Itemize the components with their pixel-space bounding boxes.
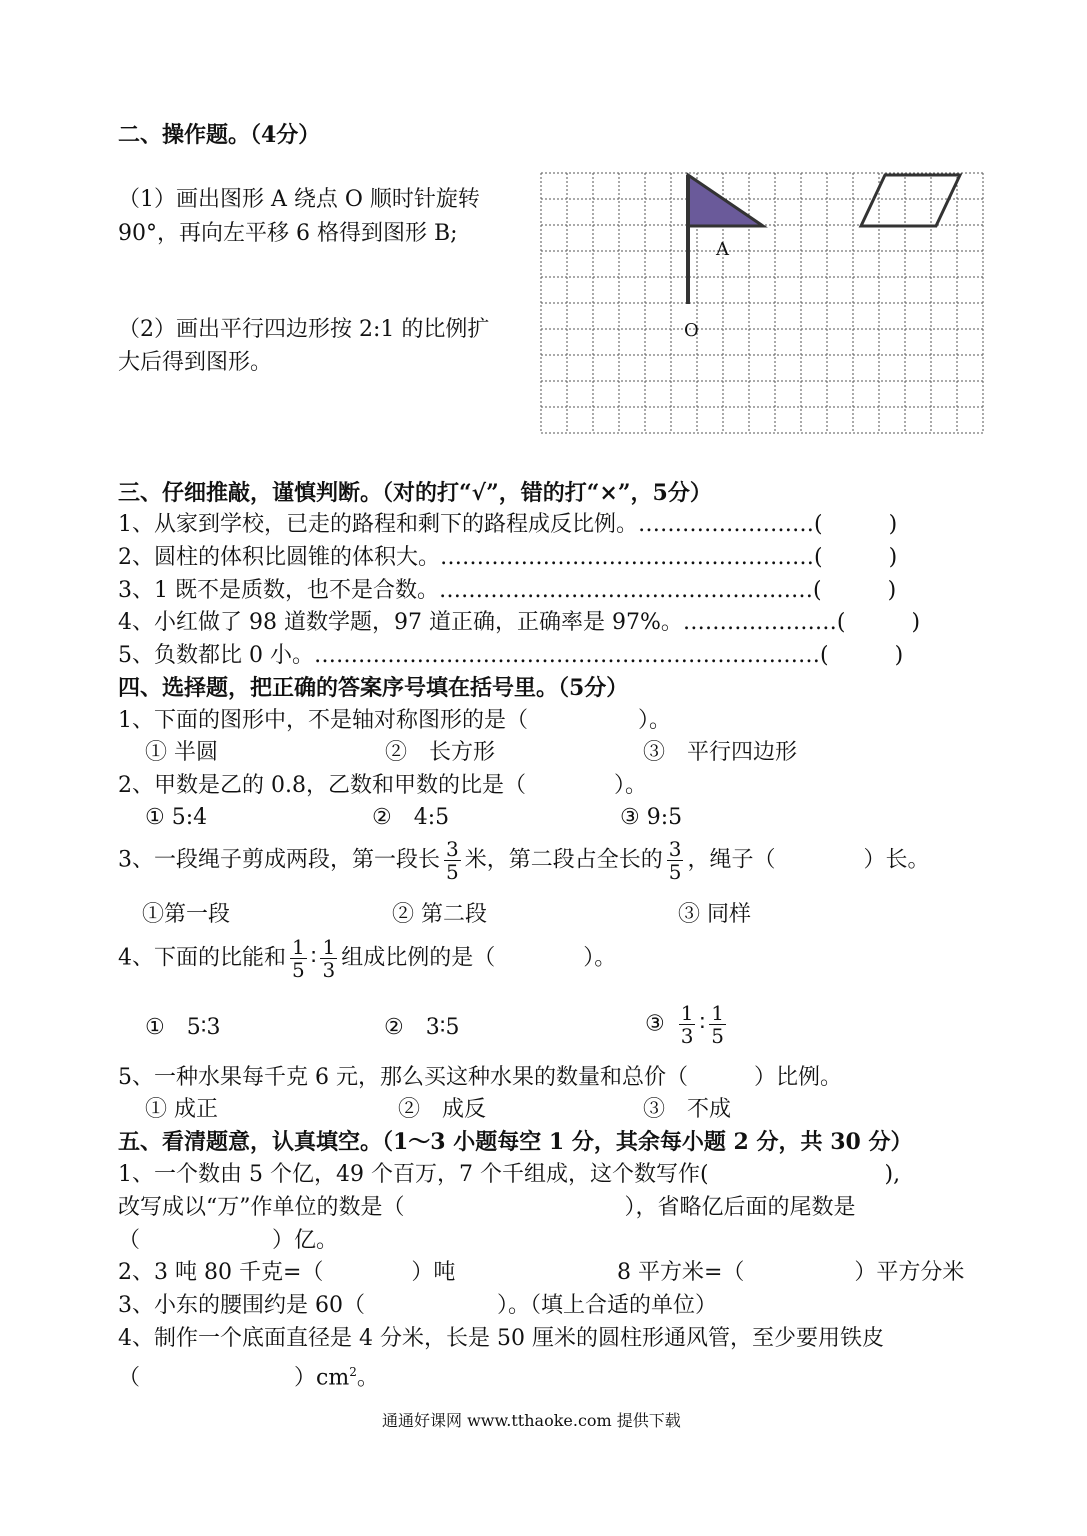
sec4-q3-part-b: 米，第二段占全长的 [464, 847, 663, 873]
sec5-q1-line2: 改写成以“万”作单位的数是（ ），省略亿后面的尾数是 [118, 1195, 856, 1220]
fraction [290, 936, 307, 981]
sec5-q4-line2 [118, 1357, 379, 1393]
sec4-q3-part-a: 3、一段绳子剪成两段，第一段长 [118, 847, 440, 873]
fraction-denominator: 3 [680, 1024, 694, 1048]
sec5-q3: 3、小东的腰围约是 60（ ）。（填上合适的单位） [118, 1293, 717, 1318]
sec4-q2: 2、甲数是乙的 0.8，乙数和甲数的比是（ ）。 [118, 773, 647, 798]
sec5-q2-part-a: 2、3 吨 80 千克=（ ）吨 [118, 1260, 456, 1285]
fraction [667, 838, 684, 883]
sec4-q5-opt2: ② 成反 [398, 1097, 487, 1122]
sec4-q4-part-a: 4、下面的比能和 [118, 945, 286, 971]
sec5-q4-line1: 4、制作一个底面直径是 4 分米，长是 50 厘米的圆柱形通风管，至少要用铁皮 [118, 1326, 884, 1351]
superscript: 2 [349, 1365, 357, 1379]
sec2-q1-line2: 90°，再向左平移 6 格得到图形 B; [118, 221, 458, 246]
sec4-q3-opt2: ② 第二段 [392, 902, 487, 927]
fraction-denominator: 5 [668, 860, 682, 884]
fraction-numerator: 3 [446, 837, 459, 861]
sec4-q3-opt3: ③ 同样 [678, 902, 751, 927]
sec5-q1-line1: 1、一个数由 5 个亿，49 个百万，7 个千组成，这个数写作( ), [118, 1162, 901, 1187]
fraction-denominator: 5 [711, 1024, 724, 1048]
label-o: O [684, 320, 699, 341]
fraction-numerator: 1 [711, 1001, 724, 1025]
section3-title: 三、仔细推敲，谨慎判断。（对的打“√”，错的打“×”，5分） [118, 480, 712, 506]
fraction-denominator: 5 [292, 958, 305, 982]
sec4-q3 [118, 838, 930, 883]
sec3-item-4: 4、小红做了 98 道数学题，97 道正确，正确率是 97%。…………………( ) [118, 610, 921, 635]
fraction-numerator: 3 [668, 837, 682, 861]
fraction [444, 838, 461, 883]
sec5-q2-part-b: 8 平方米=（ ）平方分米 [617, 1260, 965, 1285]
fraction-denominator: 5 [446, 860, 459, 884]
sec2-q1-line1: （1）画出图形 A 绕点 O 顺时针旋转 [118, 187, 480, 212]
sec4-q5-opt3: ③ 不成 [643, 1097, 732, 1122]
fraction [679, 1002, 696, 1047]
sec4-q4-opt1: ① 5∶3 [145, 1015, 221, 1040]
ratio-colon: ∶ [699, 1011, 706, 1037]
sec4-q2-opt2: ② 4:5 [372, 805, 450, 830]
fraction [709, 1002, 726, 1047]
label-a: A [716, 239, 729, 260]
fraction-numerator: 1 [322, 935, 336, 959]
sec4-q3-opt1: ①第一段 [142, 902, 231, 927]
footer: 通通好课网 www.tthaoke.com 提供下载 [382, 1411, 681, 1430]
sec4-q4-opt3-marker: ③ [645, 1011, 665, 1037]
sec2-q2-line1: （2）画出平行四边形按 2:1 的比例扩 [118, 317, 490, 342]
section4-title: 四、选择题，把正确的答案序号填在括号里。（5分） [118, 675, 629, 701]
sec4-q4 [118, 936, 616, 981]
grid-figure [538, 170, 988, 436]
sec4-q2-opt1: ① 5:4 [145, 805, 208, 830]
sec4-q5-opt1: ① 成正 [145, 1097, 218, 1122]
fraction-numerator: 1 [680, 1001, 694, 1025]
sec4-q3-part-c: ，绳子（ ）长。 [687, 847, 930, 873]
sec3-item-3: 3、1 既不是质数，也不是合数。……………………………………………( ) [118, 578, 897, 603]
sec4-q1-opt2: ② 长方形 [385, 740, 496, 765]
sec5-q4-end: 。 [356, 1365, 379, 1391]
sec3-item-2: 2、圆柱的体积比圆锥的体积大。……………………………………………( ) [118, 545, 898, 570]
sec5-q1-line3: （ ）亿。 [118, 1228, 339, 1253]
sec4-q2-opt3: ③ 9:5 [620, 805, 683, 830]
section2-title: 二、操作题。（4分） [118, 122, 321, 148]
sec3-item-1: 1、从家到学校，已走的路程和剩下的路程成反比例。……………………( ) [118, 512, 898, 537]
sec4-q4-part-b: 组成比例的是（ ）。 [341, 945, 617, 971]
sec4-q1-opt1: ① 半圆 [145, 740, 218, 765]
sec4-q1: 1、下面的图形中，不是轴对称图形的是（ ）。 [118, 708, 671, 733]
sec4-q5: 5、一种水果每千克 6 元，那么买这种水果的数量和总价（ ）比例。 [118, 1065, 842, 1090]
sec5-q4-line2-text: （ ）cm [118, 1365, 350, 1391]
fraction-numerator: 1 [292, 935, 305, 959]
fraction [320, 936, 337, 981]
parallelogram [861, 175, 960, 226]
sec4-q4-opt3 [645, 1002, 730, 1047]
flag-triangle [688, 175, 763, 226]
sec3-item-5: 5、负数都比 0 小。……………………………………………………………( ) [118, 643, 904, 668]
section5-title: 五、看清题意，认真填空。（1～3 小题每空 1 分，其余每小题 2 分，共 30 分） [118, 1129, 913, 1155]
sec4-q4-opt2: ② 3∶5 [384, 1015, 460, 1040]
ratio-colon: ∶ [310, 945, 317, 971]
sec4-q1-opt3: ③ 平行四边形 [643, 740, 798, 765]
sec2-q2-line2: 大后得到图形。 [118, 350, 273, 375]
fraction-denominator: 3 [322, 958, 336, 982]
